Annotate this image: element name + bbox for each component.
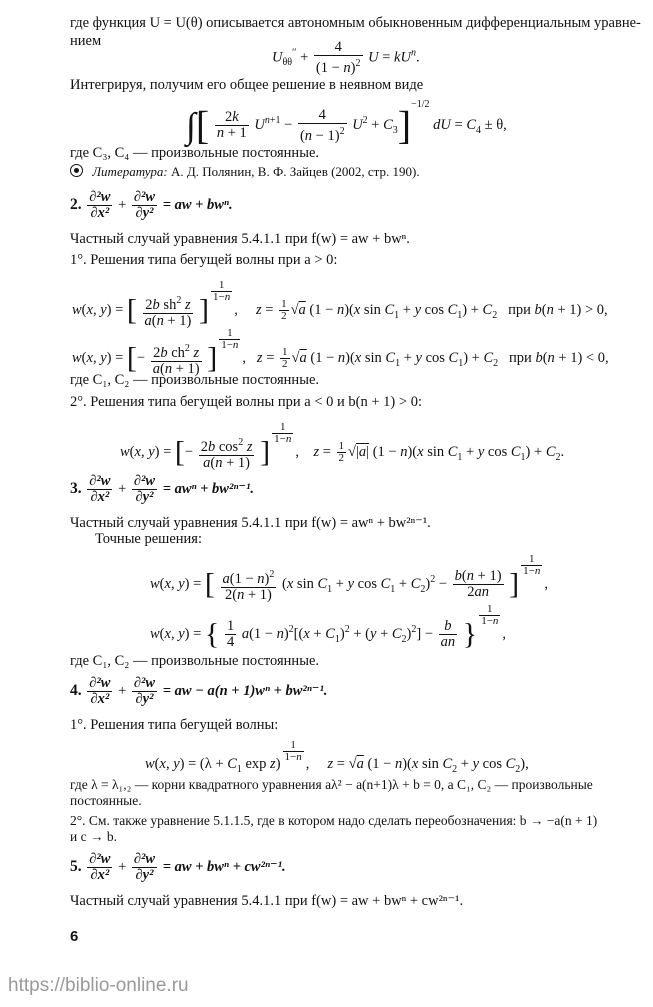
section-2-special-case: Частный случай уравнения 5.4.1.1 при f(w) = aw + bwⁿ. bbox=[70, 231, 410, 247]
section-3-exact-solutions: Точные решения: bbox=[95, 531, 203, 547]
watermark-link[interactable]: https://biblio-online.ru bbox=[8, 975, 189, 996]
section-3-solution-2: w(x, y) = { $\frac{1}{4}$ $a(1 - n)^2[(x + C_1)^2 + (y + C_2)^2]$ − $\frac{b}{an}$ } $\frac{1}{1-n}$ , bbox=[150, 603, 507, 651]
section-2-paragraph-2: 2°. Решения типа бегущей волны при a < 0 и b(n + 1) > 0: bbox=[70, 394, 422, 410]
literature-line bbox=[70, 163, 420, 181]
section-4-roots-line-2: постоянные. bbox=[70, 793, 142, 808]
section-2-solution-1: w(x, y) = [ $\frac{2b sh^2 z}{a(n + 1)}$ ] $\frac{1}{1-n}$ , z = $\frac{1}{2}$ √a (1 − n)(x $\sin C_1 + y$ $\cos C_1) + C_2$ при b(n + 1) > 0, bbox=[72, 279, 608, 329]
section-4-roots-line-1: где λ = λ₁,₂ — корни квадратного уравнения aλ² − a(n+1)λ + b = 0, а C₁, C₂ — произвольные bbox=[70, 777, 593, 792]
section-number: 2. bbox=[70, 195, 82, 213]
section-2-heading: 2. $\frac{\text{∂²w}}{\text{∂x²}}$ + $\frac{\text{∂²w}}{\text{∂y²}}$ = aw + bwⁿ. bbox=[70, 189, 233, 221]
section-4-paragraph-2-line-1: 2°. См. также уравнение 5.1.1.5, где в котором надо сделать переобозначения: b → −a(n + 1) bbox=[70, 813, 598, 828]
intro-line-1: где функция U = U(θ) описывается автономным обыкновенным дифференциальным уравне- bbox=[70, 15, 641, 31]
section-number: 3. bbox=[70, 479, 82, 497]
section-4-solution: w(x, $y) = (\lambda + C_1$ exp z) $\frac{1}{1-n}$ , z = √a (1 − n)(x $\sin C_2 + y$ $\cos C_2$), bbox=[145, 739, 529, 775]
constants-c3-c4: где C₃, C₄ — произвольные постоянные. bbox=[70, 145, 319, 161]
section-2-solution-3: w(x, y) = [− $\frac{2b \cos^2 z}{a(n + 1)}$ ] $\frac{1}{1-n}$ , z = $\frac{1}{2}$ √|a| (1 − n)(x $\sin C_1 + y$ $\cos C_1) + C_2$. bbox=[120, 421, 565, 471]
section-3-constants: где C₁, C₂ — произвольные постоянные. bbox=[70, 653, 319, 669]
section-3-solution-1: w(x, y) = [ $\frac{a(1 - n)^2}{2(n + 1)}$ (x $\sin C_1 + y$ $\cos C_1 + C_2)^2$ − $\frac{b(n + 1)}{2an}$ ] $\frac{1}{1-n}$ , bbox=[150, 553, 548, 603]
page-number: 6 bbox=[70, 928, 79, 945]
implicit-solution-integral: ∫[ $\frac{2k}{n + 1}$ $U^{n+1}$ − $\frac{4}{(n - 1)^2}$ $U^2 + C_3]^{-1/2}$ dU = $C_4 \pm \theta$, bbox=[186, 99, 507, 148]
section-3-special-case: Частный случай уравнения 5.4.1.1 при f(w) = awⁿ + bw²ⁿ⁻¹. bbox=[70, 515, 431, 531]
section-number: 5. bbox=[70, 857, 82, 875]
intro-line-2: нием bbox=[70, 33, 102, 49]
section-4-paragraph-1: 1°. Решения типа бегущей волны: bbox=[70, 717, 279, 733]
section-5-heading: 5. $\frac{\text{∂²w}}{\text{∂x²}}$ + $\frac{\text{∂²w}}{\text{∂y²}}$ = aw + bwⁿ + cw²ⁿ⁻¹. bbox=[70, 851, 286, 883]
section-number: 4. bbox=[70, 681, 82, 699]
section-4-paragraph-2-line-2: и c → b. bbox=[70, 829, 117, 844]
literature-label: Литература: bbox=[92, 164, 168, 179]
section-2-solution-2: w(x, y) = [− $\frac{2b ch^2 z}{a(n + 1)}$ ] $\frac{1}{1-n}$ , z = $\frac{1}{2}$ √a (1 − n)(x $\sin C_1 + y$ $\cos C_1) + C_2$ при b(n + 1) < 0, bbox=[72, 327, 609, 377]
section-5-rhs: = aw + bwⁿ + cw²ⁿ⁻¹. bbox=[162, 858, 286, 875]
section-5-special-case: Частный случай уравнения 5.4.1.1 при f(w) = aw + bwⁿ + cw²ⁿ⁻¹. bbox=[70, 893, 464, 909]
literature-bullet-icon bbox=[70, 164, 83, 177]
ode-equation: $U_{\theta\theta}''$ + $\frac{4}{(1 - n)^2}$ $U = kU^n$. bbox=[272, 39, 420, 76]
section-2-paragraph-1: 1°. Решения типа бегущей волны при a > 0: bbox=[70, 252, 338, 268]
section-4-rhs: = aw − a(n + 1)wⁿ + bw²ⁿ⁻¹. bbox=[162, 682, 328, 699]
section-3-heading: 3. $\frac{\text{∂²w}}{\text{∂x²}}$ + $\frac{\text{∂²w}}{\text{∂y²}}$ = awⁿ + bw²ⁿ⁻¹. bbox=[70, 473, 254, 505]
section-4-heading: 4. $\frac{\text{∂²w}}{\text{∂x²}}$ + $\frac{\text{∂²w}}{\text{∂y²}}$ = aw − a(n + 1)wⁿ + bw²ⁿ⁻¹. bbox=[70, 675, 328, 707]
section-2-rhs: = aw + bwⁿ. bbox=[162, 196, 233, 213]
section-2-constants: где C₁, C₂ — произвольные постоянные. bbox=[70, 372, 319, 388]
literature-text: А. Д. Полянин, В. Ф. Зайцев (2002, стр. 190). bbox=[170, 164, 420, 179]
integrating-text: Интегрируя, получим его общее решение в неявном виде bbox=[70, 77, 424, 93]
section-3-rhs: = awⁿ + bw²ⁿ⁻¹. bbox=[162, 480, 254, 497]
